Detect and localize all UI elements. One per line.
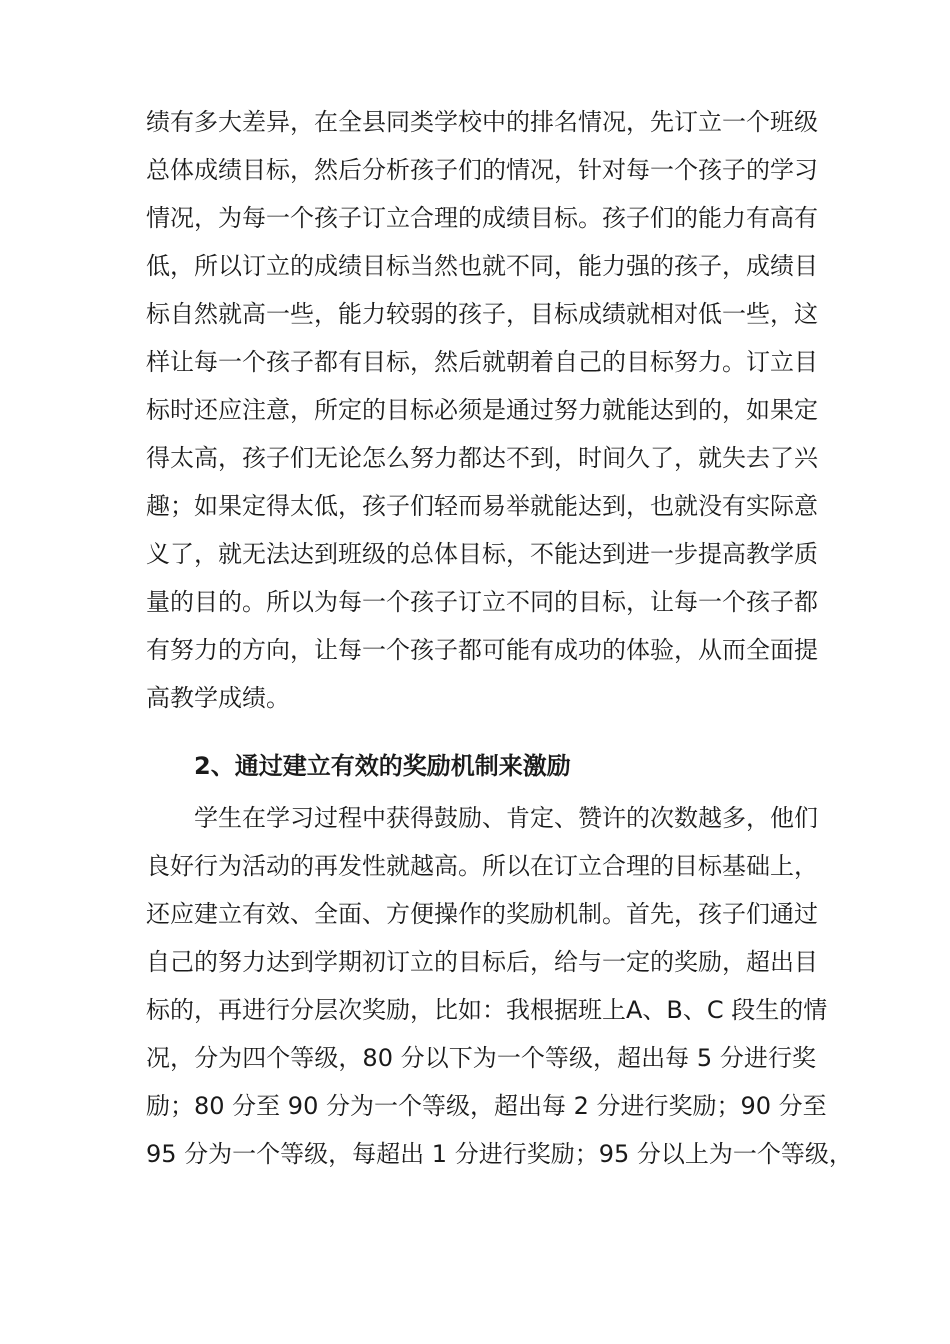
paragraph-1-line-9: 趣；如果定得太低，孩子们轻而易举就能达到，也就没有实际意 — [146, 492, 818, 520]
paragraph-1-line-6: 样让每一个孩子都有目标，然后就朝着自己的目标努力。订立目 — [146, 348, 818, 376]
paragraph-1-line-12: 有努力的方向，让每一个孩子都可能有成功的体验，从而全面提 — [146, 636, 818, 664]
paragraph-1-line-11: 量的目的。所以为每一个孩子订立不同的目标，让每一个孩子都 — [146, 588, 818, 616]
paragraph-1-line-3: 情况，为每一个孩子订立合理的成绩目标。孩子们的能力有高有 — [146, 204, 818, 232]
paragraph-1-line-2: 总体成绩目标，然后分析孩子们的情况，针对每一个孩子的学习 — [146, 156, 818, 184]
paragraph-1-line-10: 义了，就无法达到班级的总体目标，不能达到进一步提高教学质 — [146, 540, 818, 568]
paragraph-2-line-7: 励；80 分至 90 分为一个等级，超出每 2 分进行奖励；90 分至 — [146, 1092, 827, 1120]
paragraph-2-line-4: 自己的努力达到学期初订立的目标后，给与一定的奖励，超出目 — [146, 948, 818, 976]
paragraph-1-line-7: 标时还应注意，所定的目标必须是通过努力就能达到的，如果定 — [146, 396, 818, 424]
paragraph-1-line-4: 低，所以订立的成绩目标当然也就不同，能力强的孩子，成绩目 — [146, 252, 818, 280]
section-heading: 2、通过建立有效的奖励机制来激励 — [194, 752, 571, 780]
paragraph-1-line-8: 得太高，孩子们无论怎么努力都达不到，时间久了，就失去了兴 — [146, 444, 818, 472]
paragraph-2-line-1: 学生在学习过程中获得鼓励、肯定、赞许的次数越多，他们 — [194, 804, 818, 832]
paragraph-2-line-8: 95 分为一个等级，每超出 1 分进行奖励；95 分以上为一个等级， — [146, 1140, 853, 1168]
paragraph-2-line-2: 良好行为活动的再发性就越高。所以在订立合理的目标基础上， — [146, 852, 818, 880]
paragraph-1-line-1: 绩有多大差异，在全县同类学校中的排名情况，先订立一个班级 — [146, 108, 818, 136]
paragraph-2-line-6: 况，分为四个等级，80 分以下为一个等级，超出每 5 分进行奖 — [146, 1044, 816, 1072]
paragraph-2-line-3: 还应建立有效、全面、方便操作的奖励机制。首先，孩子们通过 — [146, 900, 818, 928]
paragraph-1-line-13: 高教学成绩。 — [146, 684, 290, 712]
paragraph-1-line-5: 标自然就高一些，能力较弱的孩子，目标成绩就相对低一些，这 — [146, 300, 818, 328]
paragraph-2-line-5: 标的，再进行分层次奖励，比如：我根据班上A、B、C 段生的情 — [146, 996, 828, 1024]
